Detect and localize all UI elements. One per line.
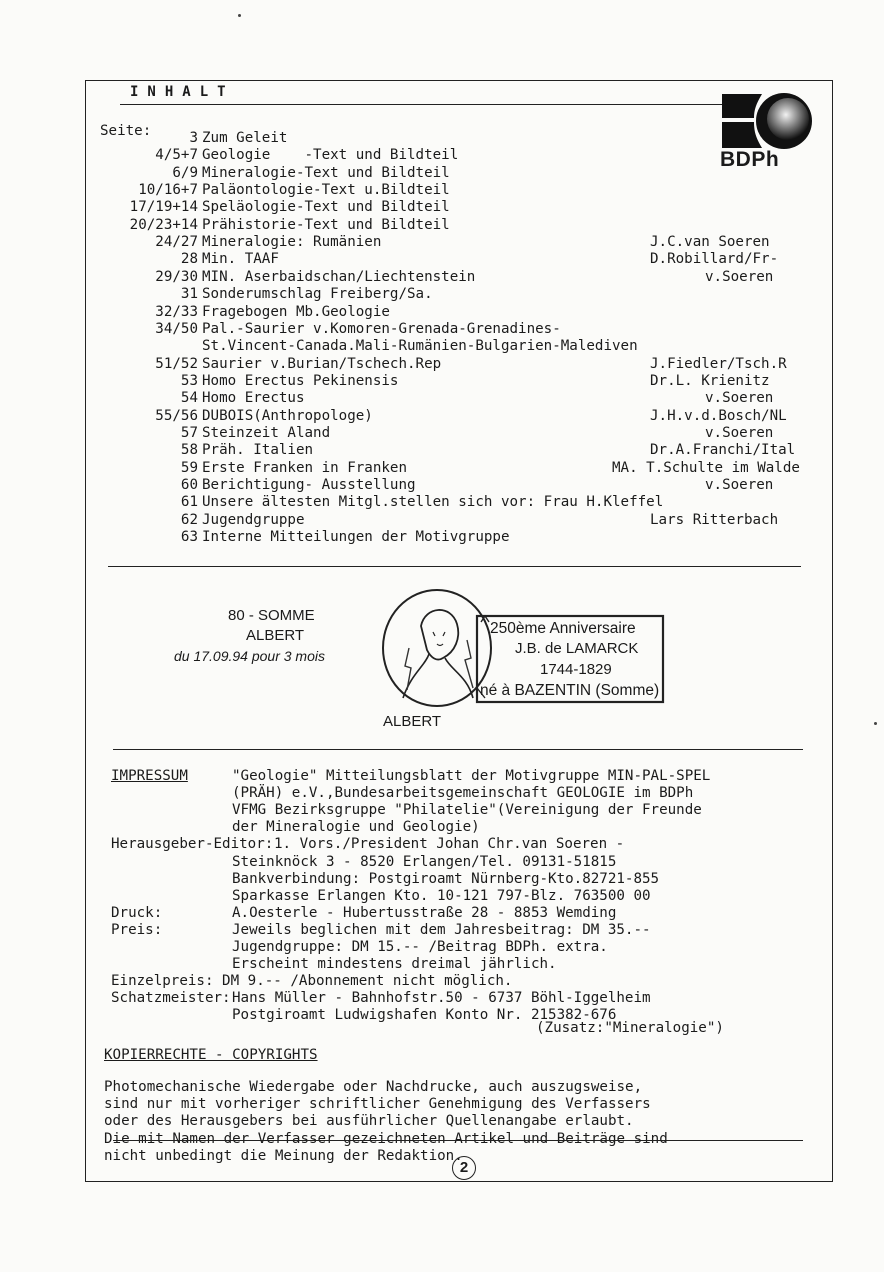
toc-page: 32/33 bbox=[155, 303, 198, 320]
toc-page: 55/56 bbox=[155, 407, 198, 424]
toc-title: Geologie -Text und Bildteil bbox=[202, 147, 459, 164]
schatz-line2: Postgiroamt Ludwigshafen Konto Nr. 215382-676 bbox=[232, 1007, 617, 1024]
toc-author: MA. T.Schulte im Walde bbox=[612, 459, 800, 476]
toc-title: Fragebogen Mb.Geologie bbox=[202, 303, 390, 320]
toc-title: Steinzeit Aland bbox=[202, 424, 331, 441]
editor-line: 1. Vors./President Johan Chr.van Soeren - bbox=[274, 836, 625, 853]
toc-title: Homo Erectus bbox=[202, 390, 305, 407]
stamp-left-line3: du 17.09.94 pour 3 mois bbox=[174, 648, 325, 664]
druck-value: A.Oesterle - Hubertusstraße 28 - 8853 Wemding bbox=[232, 904, 617, 921]
toc-page: 24/27 bbox=[155, 234, 198, 251]
impressum-line: (PRÄH) e.V.,Bundesarbeitsgemeinschaft GEOLOGIE im BDPh bbox=[232, 785, 694, 802]
toc-author: Lars Ritterbach bbox=[650, 511, 779, 528]
stamp-bottom: ALBERT bbox=[383, 713, 442, 730]
toc-title: Homo Erectus Pekinensis bbox=[202, 372, 399, 389]
stamp-box-line1: 250ème Anniversaire bbox=[490, 620, 636, 637]
toc-author: Dr.A.Franchi/Ital bbox=[650, 442, 796, 459]
toc-title: Speläologie-Text und Bildteil bbox=[202, 199, 450, 216]
stamp-bottom-rule bbox=[113, 749, 803, 750]
toc-title: Zum Geleit bbox=[202, 130, 288, 146]
toc-bottom-rule bbox=[108, 566, 801, 567]
toc-page: 57 bbox=[180, 424, 198, 441]
copyright-line: Die mit Namen der Verfasser gezeichneten Artikel und Beiträge sind bbox=[104, 1130, 668, 1147]
toc-page: 28 bbox=[180, 251, 198, 268]
toc-title: Sonderumschlag Freiberg/Sa. bbox=[202, 286, 433, 303]
toc-page: 61 bbox=[180, 494, 198, 511]
druck-label: Druck: bbox=[111, 904, 163, 921]
toc-page: 60 bbox=[180, 477, 198, 493]
seite-label: Seite: bbox=[100, 123, 152, 139]
toc-page: 29/30 bbox=[155, 268, 198, 285]
toc-page: 53 bbox=[180, 372, 198, 389]
schatz-label: Schatzmeister: bbox=[111, 990, 231, 1007]
toc-title: St.Vincent-Canada.Mali-Rumänien-Bulgarien-Malediven bbox=[202, 338, 638, 355]
stamp-left-line2: ALBERT bbox=[246, 627, 305, 644]
schatz-value: Hans Müller - Bahnhofstr.50 - 6737 Böhl-Iggelheim bbox=[232, 990, 651, 1007]
toc-page: 59 bbox=[180, 459, 198, 476]
toc-author: v.Soeren bbox=[705, 424, 774, 441]
toc-author: v.Soeren bbox=[705, 268, 774, 285]
stamp-box-line2: J.B. de LAMARCK bbox=[515, 640, 639, 657]
editor-line: Sparkasse Erlangen Kto. 10-121 797-Blz. 763500 00 bbox=[232, 887, 651, 904]
impressum-label: IMPRESSUM bbox=[111, 768, 188, 784]
toc-title: Min. TAAF bbox=[202, 251, 279, 268]
toc-page: 4/5+7 bbox=[155, 147, 198, 164]
toc-page: 51/52 bbox=[155, 355, 198, 372]
toc-title: DUBOIS(Anthropologe) bbox=[202, 407, 373, 424]
einzelpreis: Einzelpreis: DM 9.-- /Abonnement nicht möglich. bbox=[111, 973, 513, 990]
contents-title: INHALT bbox=[130, 84, 235, 100]
header-rule bbox=[120, 104, 730, 105]
toc-page: 6/9 bbox=[172, 164, 198, 181]
stamp-left-line1: 80 - SOMME bbox=[228, 607, 315, 624]
copyright-line: sind nur mit vorheriger schriftlicher Genehmigung des Verfassers bbox=[104, 1096, 651, 1113]
copyright-line: Photomechanische Wiedergabe oder Nachdrucke, auch auszugsweise, bbox=[104, 1079, 643, 1095]
toc-author: Dr.L. Krienitz bbox=[650, 372, 770, 389]
zusatz: (Zusatz:"Mineralogie") bbox=[536, 1020, 724, 1037]
toc-title: Jugendgruppe bbox=[202, 511, 305, 528]
preis-line: Jeweils beglichen mit dem Jahresbeitrag: DM 35.-- bbox=[232, 921, 651, 938]
bdph-logo-text: BDPh bbox=[720, 148, 780, 171]
toc-title: Berichtigung- Ausstellung bbox=[202, 477, 416, 493]
toc-page: 58 bbox=[180, 442, 198, 459]
editor-line: Bankverbindung: Postgiroamt Nürnberg-Kto.82721-855 bbox=[232, 870, 660, 887]
toc-author: J.C.van Soeren bbox=[650, 234, 770, 251]
toc-title: Interne Mitteilungen der Motivgruppe bbox=[202, 529, 510, 546]
preis-label: Preis: bbox=[111, 921, 163, 938]
toc-title: Mineralogie: Rumänien bbox=[202, 234, 382, 251]
toc-page: 17/19+14 bbox=[129, 199, 198, 216]
copyright-line: nicht unbedingt die Meinung der Redaktion. bbox=[104, 1147, 463, 1164]
toc-author: J.Fiedler/Tsch.R bbox=[650, 355, 787, 372]
impressum-line: VFMG Bezirksgruppe "Philatelie"(Vereinigung der Freunde bbox=[232, 802, 702, 819]
toc-title: Prähistorie-Text und Bildteil bbox=[202, 216, 450, 233]
preis-line: Erscheint mindestens dreimal jährlich. bbox=[232, 956, 557, 973]
speck bbox=[874, 722, 877, 725]
stamp-box-line4: né à BAZENTIN (Somme) bbox=[480, 682, 660, 699]
toc-page: 54 bbox=[180, 390, 198, 407]
toc-title: Paläontologie-Text u.Bildteil bbox=[202, 182, 450, 199]
toc-page: 10/16+7 bbox=[138, 182, 198, 199]
impressum-line: "Geologie" Mitteilungsblatt der Motivgruppe MIN-PAL-SPEL bbox=[232, 768, 711, 784]
footer-rule bbox=[113, 1140, 803, 1141]
bdph-logo bbox=[716, 88, 824, 178]
toc-author: D.Robillard/Fr- bbox=[650, 251, 779, 268]
toc-title: Pal.-Saurier v.Komoren-Grenada-Grenadines- bbox=[202, 320, 561, 337]
toc-author: v.Soeren bbox=[705, 390, 774, 407]
preis-line: Jugendgruppe: DM 15.-- /Beitrag BDPh. extra. bbox=[232, 939, 608, 955]
editor-label: Herausgeber-Editor: bbox=[111, 836, 274, 853]
speck bbox=[238, 14, 241, 17]
toc-page: 31 bbox=[180, 286, 198, 303]
toc-title: Unsere ältesten Mitgl.stellen sich vor: Frau H.Kleffel bbox=[202, 494, 664, 511]
toc-page: 3 bbox=[189, 130, 198, 146]
toc-author: J.H.v.d.Bosch/NL bbox=[650, 407, 787, 424]
stamp-box-line3: 1744-1829 bbox=[540, 661, 612, 678]
toc-page: 62 bbox=[180, 511, 198, 528]
copyright-line: oder des Herausgebers bei ausführlicher Quellenangabe erlaubt. bbox=[104, 1113, 634, 1130]
page-number: 2 bbox=[452, 1156, 476, 1180]
toc-page: 34/50 bbox=[155, 320, 198, 337]
toc-title: Saurier v.Burian/Tschech.Rep bbox=[202, 355, 442, 372]
copyright-heading: KOPIERRECHTE - COPYRIGHTS bbox=[104, 1047, 318, 1063]
editor-line: Steinknöck 3 - 8520 Erlangen/Tel. 09131-51815 bbox=[232, 853, 617, 870]
toc-page: 63 bbox=[180, 529, 198, 546]
toc-title: MIN. Aserbaidschan/Liechtenstein bbox=[202, 268, 476, 285]
toc-title: Erste Franken in Franken bbox=[202, 459, 407, 476]
toc-page: 20/23+14 bbox=[129, 216, 198, 233]
impressum-line: der Mineralogie und Geologie) bbox=[232, 819, 480, 836]
toc-title: Präh. Italien bbox=[202, 442, 314, 459]
toc-title: Mineralogie-Text und Bildteil bbox=[202, 164, 450, 181]
toc-author: v.Soeren bbox=[705, 477, 774, 493]
